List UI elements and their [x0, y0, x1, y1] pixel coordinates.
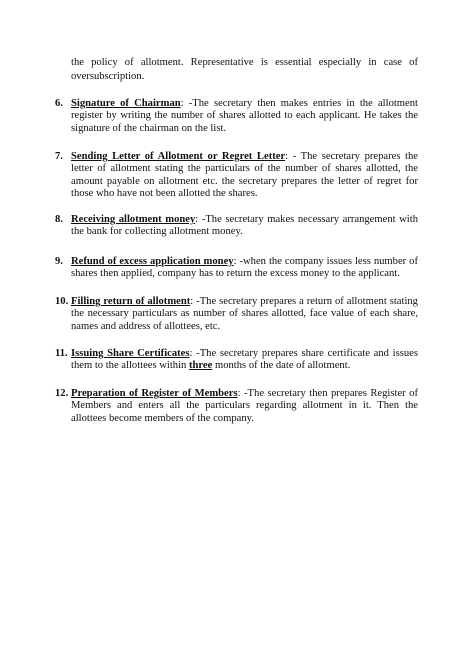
item-body	[71, 151, 418, 200]
item-body	[71, 214, 418, 239]
item-separator: :	[285, 151, 293, 162]
item-number: 11.	[55, 348, 68, 359]
item-heading: Filling return of allotment	[71, 296, 191, 307]
item-separator: :	[180, 98, 189, 109]
item-text: -The secretary then prepares Register of Members and enters all the particulars regarding allotment in it. Then the allottees become members of the company.	[71, 388, 418, 424]
list-item-6	[55, 98, 418, 135]
item-separator: :	[190, 296, 197, 307]
item-text: -The secretary makes necessary arrangement with the bank for collecting allotment money.	[71, 214, 418, 238]
item-separator: :	[189, 348, 197, 359]
list-item-12	[55, 388, 418, 425]
item-text: -when the company issues less number of shares then applied, company has to return the excess money to the applicant.	[71, 256, 418, 280]
item-number: 8.	[55, 214, 63, 225]
list-item-9	[55, 256, 418, 281]
list-item-8	[55, 214, 418, 239]
item-number: 12.	[55, 388, 69, 399]
item-heading: Refund of excess application money	[71, 256, 234, 267]
item-heading: Signature of Chairman	[71, 98, 181, 109]
item-body	[71, 98, 418, 135]
item-separator: :	[237, 388, 245, 399]
item-number: 10.	[55, 296, 69, 307]
item-heading: Issuing Share Certificates	[71, 348, 190, 359]
item-body	[71, 296, 418, 333]
item-number: 9.	[55, 256, 63, 267]
item-heading: Sending Letter of Allotment or Regret Letter	[71, 151, 286, 162]
item-text: - The secretary prepares the letter of allotment stating the particulars of the number of shares allotted, the amount payable on allotment etc. the secretary prepares the letter of regret for those who have not been allotted the shares.	[71, 151, 418, 199]
item-body	[71, 348, 418, 373]
item-body	[71, 388, 418, 425]
item-number: 6.	[55, 98, 63, 109]
list-item-7	[55, 151, 418, 200]
intro-paragraph: the policy of allotment. Representative is essential especially in case of oversubscription.	[71, 57, 418, 82]
item-text-after: months of the date of allotment.	[212, 360, 351, 372]
item-text-before: -The secretary prepares share certificate and issues them to the allottees within	[71, 348, 418, 372]
list-item-11	[55, 348, 418, 373]
item-heading: Preparation of Register of Members	[71, 388, 238, 399]
item-separator: :	[195, 214, 202, 225]
item-separator: :	[233, 256, 240, 267]
item-emphasis: three	[188, 360, 213, 372]
list-item-10	[55, 296, 418, 333]
item-heading: Receiving allotment money	[71, 214, 196, 225]
item-text: -The secretary then makes entries in the allotment register by writing the number of shares allotted to each applicant. He takes the signature of the chairman on the list.	[71, 98, 418, 134]
item-number: 7.	[55, 151, 63, 162]
item-text: -The secretary prepares a return of allotment stating the necessary particulars as number of shares allotted, face value of each share, names and address of allottees, etc.	[71, 296, 418, 332]
item-body	[71, 256, 418, 281]
